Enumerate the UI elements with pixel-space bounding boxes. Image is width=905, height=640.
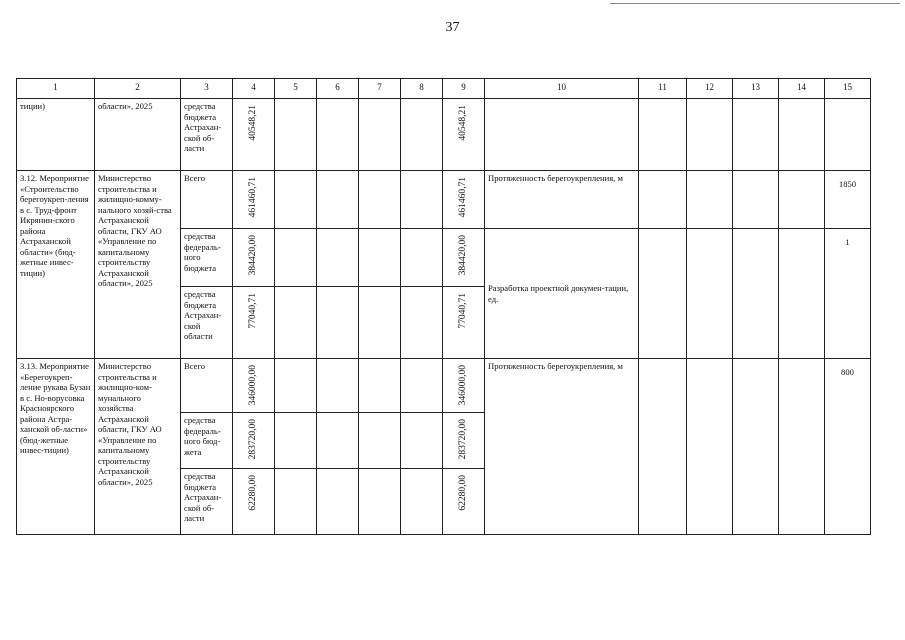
cell-empty [401,469,443,535]
cell-empty [639,229,687,359]
cell-activity: тиции) [17,99,95,171]
column-header: 6 [317,79,359,99]
cell-amount-2025: 384420,00 [443,229,485,287]
cell-indicator: Разработка проектной докумен-тации, ед. [485,229,639,359]
cell-target-value: 1850 [825,171,871,229]
cell-empty [359,171,401,229]
cell-executor: области», 2025 [95,99,181,171]
cell-empty [275,99,317,171]
cell-empty [359,99,401,171]
cell-empty [779,359,825,535]
cell-empty [317,229,359,287]
cell-empty [275,171,317,229]
cell-empty [401,229,443,287]
cell-executor: Министерство строительства и жилищно-комму-нального хозяй-ства Астраханской области, ГКУ АО «Управление по капитальному строительству Астраханской области», 2025 [95,171,181,359]
cell-amount-total: 346000,00 [233,359,275,413]
cell-empty [401,171,443,229]
cell-source: средства федераль-ного бюд-жета [181,413,233,469]
cell-source: Всего [181,359,233,413]
cell-source: средства федераль-ного бюджета [181,229,233,287]
table-row [17,359,871,413]
cell-empty [733,359,779,535]
program-table [16,78,871,535]
column-header: 12 [687,79,733,99]
cell-source: средства бюджета Астрахан-ской области [181,287,233,359]
cell-amount-total: 40548,21 [233,99,275,171]
column-header: 15 [825,79,871,99]
cell-amount-2025: 40548,21 [443,99,485,171]
cell-empty [687,171,733,229]
cell-indicator: Протяженность берегоукрепления, м [485,171,639,229]
cell-amount-2025: 346000,00 [443,359,485,413]
table-row [17,171,871,229]
cell-executor: Министерство строительства и жилищно-ком-мунального хозяйства Астраханской области, ГКУ АО «Управление по капитальному строительству Астраханской области», 2025 [95,359,181,535]
cell-empty [687,359,733,535]
cell-empty [275,229,317,287]
column-header: 8 [401,79,443,99]
top-rule [610,3,900,4]
cell-empty [779,229,825,359]
cell-empty [401,413,443,469]
cell-empty [359,229,401,287]
cell-empty [733,99,779,171]
column-header: 9 [443,79,485,99]
cell-empty [639,99,687,171]
cell-amount-2025: 62280,00 [443,469,485,535]
cell-amount-total: 461460,71 [233,171,275,229]
cell-empty [275,469,317,535]
column-header: 3 [181,79,233,99]
cell-empty [359,413,401,469]
cell-empty [359,287,401,359]
cell-empty [687,99,733,171]
cell-empty [359,469,401,535]
cell-indicator [485,99,639,171]
cell-target-value: 1 [825,229,871,359]
cell-amount-2025: 283720,00 [443,413,485,469]
column-header: 4 [233,79,275,99]
cell-empty [401,287,443,359]
column-header: 1 [17,79,95,99]
cell-activity: 3.12. Мероприятие «Строительство берегоукреп-ления в с. Труд-фронт Икрянин-ского района Астраханской области» (бюд-жетные инвес-тиции) [17,171,95,359]
cell-source: Всего [181,171,233,229]
column-header: 13 [733,79,779,99]
column-header: 14 [779,79,825,99]
cell-amount-2025: 77040,71 [443,287,485,359]
cell-amount-total: 384420,00 [233,229,275,287]
cell-amount-2025: 461460,71 [443,171,485,229]
cell-empty [733,229,779,359]
cell-empty [687,229,733,359]
cell-empty [779,171,825,229]
column-header: 11 [639,79,687,99]
continuation-row [17,99,871,171]
cell-empty [275,359,317,413]
cell-empty [639,171,687,229]
cell-empty [317,469,359,535]
column-header: 10 [485,79,639,99]
cell-empty [733,171,779,229]
cell-source: средства бюджета Астрахан-ской об-ласти [181,99,233,171]
cell-empty [825,99,871,171]
cell-empty [317,287,359,359]
cell-empty [359,359,401,413]
cell-amount-total: 283720,00 [233,413,275,469]
column-header: 7 [359,79,401,99]
cell-empty [401,99,443,171]
cell-empty [779,99,825,171]
cell-empty [317,99,359,171]
column-header: 5 [275,79,317,99]
cell-empty [275,413,317,469]
column-header: 2 [95,79,181,99]
page-number: 37 [445,20,460,35]
cell-indicator: Протяженность берегоукрепления, м [485,359,639,535]
cell-empty [317,413,359,469]
header-row [17,79,871,99]
cell-target-value: 800 [825,359,871,535]
cell-activity: 3.13. Мероприятие «Берегоукреп-ление рукава Бузан в с. Но-ворусовка Красноярского района Астра-ханской об-ласти» (бюд-жетные инвес-тиции) [17,359,95,535]
cell-amount-total: 77040,71 [233,287,275,359]
cell-empty [275,287,317,359]
cell-empty [317,359,359,413]
cell-source: средства бюджета Астрахан-ской об-ласти [181,469,233,535]
cell-empty [401,359,443,413]
cell-empty [317,171,359,229]
cell-empty [639,359,687,535]
cell-amount-total: 62280,00 [233,469,275,535]
